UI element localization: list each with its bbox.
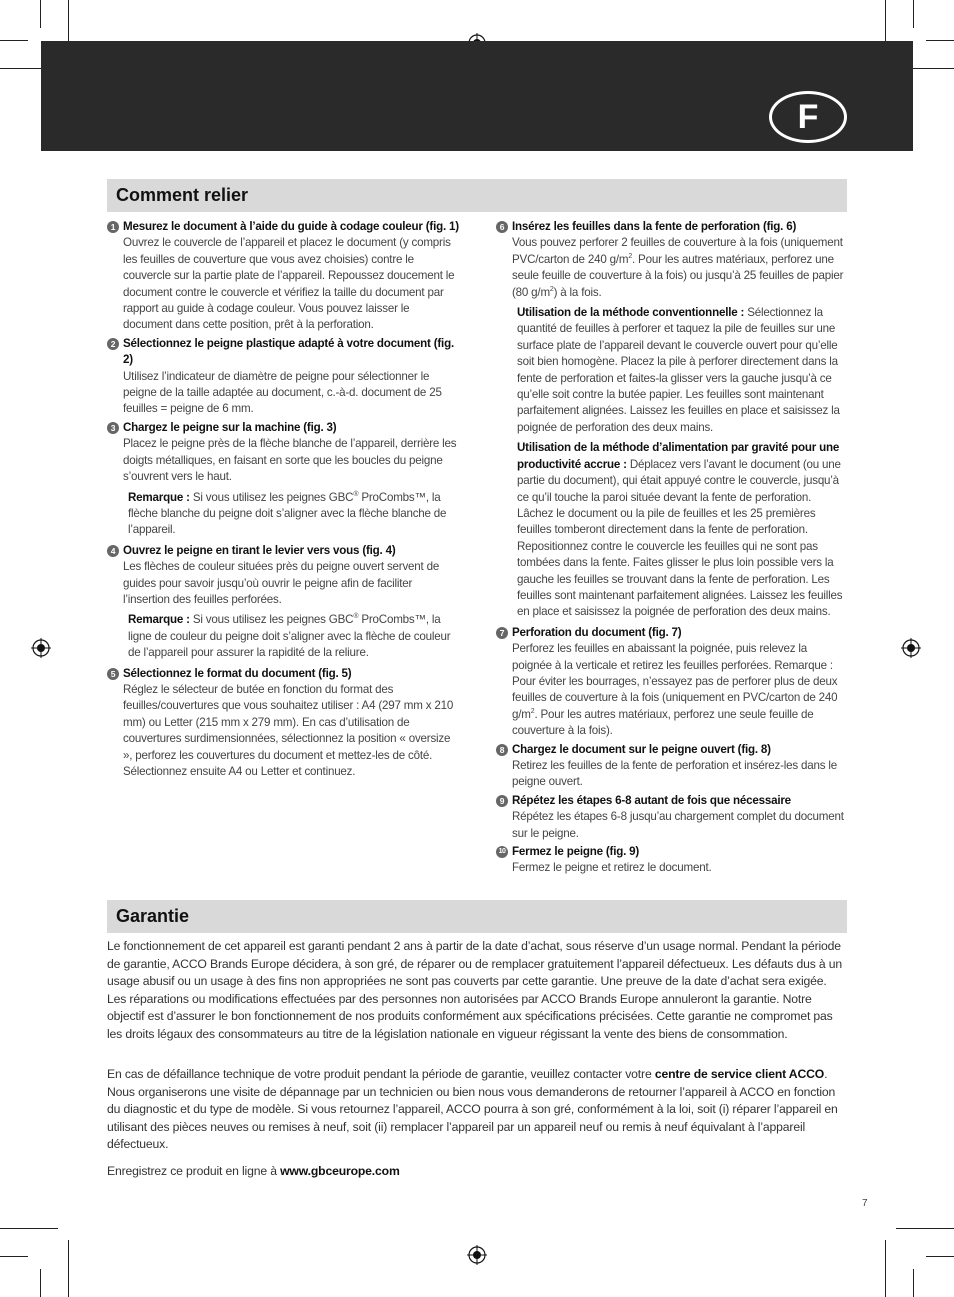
step-body: Placez le peigne près de la flèche blanche de l’appareil, derrière les doigts métalliques, en faisant en sorte que les boucles du peigne s’ouvrent vers le haut. — [123, 437, 457, 484]
step-6 — [496, 219, 848, 301]
crop-mark — [926, 40, 954, 41]
crop-mark — [40, 1269, 41, 1297]
remark-label: Remarque : — [128, 613, 190, 627]
step-number-badge: 3 — [107, 422, 119, 434]
step-number-badge: 4 — [107, 545, 119, 557]
registered-mark: ® — [353, 490, 359, 498]
crop-mark — [913, 0, 914, 28]
step-number-badge: 5 — [107, 668, 119, 680]
crop-mark — [0, 1228, 58, 1229]
step-title: Répétez les étapes 6-8 autant de fois que nécessaire — [512, 793, 791, 807]
warranty-paragraph-2 — [107, 1066, 847, 1154]
step-body — [512, 641, 848, 739]
left-column — [107, 219, 460, 782]
crop-mark — [913, 1269, 914, 1297]
language-badge: F — [769, 91, 847, 143]
step-title: Insérez les feuilles dans la fente de perforation (fig. 6) — [512, 220, 797, 233]
step-4 — [107, 543, 460, 609]
warranty-text: . Nous organiserons une visite de dépannage par un technicien ou bien nous vous demanderons de retourner l’appareil à ACCO en fonction du diagnostic et du type de modèle. Si vous retournez l’appareil, ACCO pourra à son gré, conformément à la loi, soit (i) réparer l’appareil en utilisant des pièces neuves ou remises à neuf, soit (ii) remplacer l’appareil par un appareil neuf ou remis à neuf équivalant à l’appareil défectueux. — [107, 1067, 838, 1152]
crop-mark — [40, 0, 41, 28]
step-body: Fermez le peigne et retirez le document. — [512, 861, 712, 875]
step-3 — [107, 420, 460, 486]
crop-mark — [896, 1228, 954, 1229]
step-body: Retirez les feuilles de la fente de perforation et insérez-les dans le peigne ouvert. — [512, 759, 837, 789]
method-conventional — [517, 305, 848, 436]
remark-text: Si vous utilisez les peignes GBC — [192, 490, 354, 504]
step-body: Réglez le sélecteur de butée en fonction du format des feuilles/couvertures que vous souhaitez utiliser : A4 (297 mm x 210 mm) ou Letter (215 mm x 279 mm). En cas d’utilisation de couvertures surdimensionnées, sélectionnez la position « oversize », perforez les couvertures du document et mettez-les de côté. Sélectionnez ensuite A4 ou Letter et continuez. — [123, 682, 454, 778]
step-body: Ouvrez le couvercle de l’appareil et placez le document (y compris les feuilles de couverture que vous avez choisies) contre le couvercle sur la partie plate de l’appareil. Repoussez doucement le document contre le couvercle et vérifiez la taille du document par rapport au guide à codage couleur. Vous pouvez laisser le document dans cette position, prêt à la perforation. — [123, 236, 455, 332]
method-label: Utilisation de la méthode d’alimentation par gravité pour une productivité accrue : — [517, 441, 840, 471]
crop-mark — [0, 40, 28, 41]
step-body: Les flèches de couleur situées près du peigne ouvert servent de guides pour savoir jusqu’où ouvrir le peigne afin de faciliter l’insertion des feuilles perforées. — [123, 560, 440, 606]
remark-text: Si vous utilisez les peignes GBC — [192, 613, 354, 627]
remark-text: ProCombs™, la ligne de couleur du peigne doit s’aligner avec la flèche de couleur de l’appareil pour assurer la rapidité de la reliure. — [128, 613, 451, 660]
crop-mark — [68, 1240, 69, 1297]
warranty-paragraph-1: Le fonctionnement de cet appareil est garanti pendant 2 ans à partir de la date d’achat, sous réserve d’un usage normal. Pendant la période de garantie, ACCO Brands Europe décidera, à son gré, de réparer ou de remplacer gratuitement l’appareil défectueux. Les défauts dus à un usage abusif ou un usage à des fins non appropriées ne sont pas couverts par cette garantie. Une preuve de la date d’achat sera exigée. Les réparations ou modifications effectuées par des personnes non autorisées par ACCO Brands Europe annuleront la garantie. Notre objectif est d’assurer le bon fonctionnement de nos produits conformément aux spécifications précisées. Cette garantie ne compromet pas les droits légaux des consommateurs au titre de la législation nationale en vigueur régissant la vente des biens de consommation. — [107, 939, 843, 1041]
registration-mark-icon — [467, 1245, 487, 1265]
section-heading-garantie: Garantie — [107, 900, 847, 933]
register-line — [107, 1163, 847, 1181]
step-number-badge: 10 — [496, 846, 508, 858]
step-2 — [107, 336, 460, 418]
step-number-badge: 1 — [107, 221, 119, 233]
step-1 — [107, 219, 460, 334]
right-column — [496, 219, 848, 879]
step-8 — [496, 742, 848, 791]
crop-mark — [885, 1240, 886, 1297]
step-body: Utilisez l’indicateur de diamètre de peigne pour sélectionner le peigne de la taille adaptée au document, c.-à-d. document de 25 feuilles = peigne de 6 mm. — [123, 369, 442, 416]
step-title: Chargez le peigne sur la machine (fig. 3) — [123, 420, 337, 434]
step-body-text: ) à la fois. — [553, 285, 602, 299]
superscript: 2 — [530, 707, 535, 715]
step-body-text: . Pour les autres matériaux, perforez une seule feuille de couverture à la fois) ou jusqu’à 25 feuilles de papier (80 g/m — [512, 252, 844, 299]
method-gravity — [517, 440, 848, 620]
method-text: Sélectionnez la quantité de feuilles à perforer et taquez la pile de feuilles sur une surface plate de l’appareil devant le couvercle ouvert pour qu’elle soit bien homogène. Placez la pile à perforer directement dans la fente de perforation et faites-la glisser vers la gauche jusqu’à ce qu’elle soit contre la butée papier. Les feuilles sont maintenant parfaitement alignées. Laissez les feuilles en place et saisissez la poignée de perforation des deux mains. — [517, 306, 840, 434]
step-title: Sélectionnez le format du document (fig. 5) — [123, 666, 352, 680]
step-5 — [107, 666, 460, 781]
superscript: 2 — [628, 252, 633, 260]
remark-label: Remarque : — [128, 490, 190, 504]
step-10 — [496, 844, 848, 877]
section-heading-comment-relier: Comment relier — [107, 179, 847, 212]
step-number-badge: 7 — [496, 627, 508, 639]
step-number-badge: 6 — [496, 221, 508, 233]
crop-mark — [926, 1256, 954, 1257]
crop-mark — [0, 1256, 28, 1257]
registration-mark-icon — [31, 638, 51, 658]
service-center-label: centre de service client ACCO — [654, 1067, 825, 1081]
step-9 — [496, 793, 848, 842]
page-number: 7 — [862, 1198, 868, 1209]
step-body-text: . Pour les autres matériaux, perforez une seule feuille de couverture à la fois). — [512, 707, 814, 738]
step-number-badge: 8 — [496, 744, 508, 756]
website-link[interactable]: www.gbceurope.com — [280, 1164, 400, 1178]
superscript: 2 — [549, 285, 554, 293]
step-7 — [496, 625, 848, 740]
registration-mark-icon — [901, 638, 921, 658]
step-number-badge: 9 — [496, 795, 508, 807]
step-title: Mesurez le document à l’aide du guide à codage couleur (fig. 1) — [123, 220, 459, 233]
step-title: Chargez le document sur le peigne ouvert (fig. 8) — [512, 742, 771, 756]
register-text: Enregistrez ce produit en ligne à — [107, 1164, 281, 1178]
remark-note — [128, 612, 460, 661]
step-number-badge: 2 — [107, 338, 119, 350]
registered-mark: ® — [353, 613, 359, 621]
step-title: Sélectionnez le peigne plastique adapté à votre document (fig. 2) — [123, 336, 454, 367]
step-body-text: Vous pouvez perforer 2 feuilles de couverture à la fois (uniquement PVC/carton de 240 g/m — [512, 236, 843, 266]
step-title: Fermez le peigne (fig. 9) — [512, 845, 640, 859]
remark-note — [128, 490, 460, 539]
step-body: Répétez les étapes 6-8 jusqu’au chargement complet du document sur le peigne. — [512, 810, 844, 840]
method-text: Déplacez vers l’avant le document (ou une partie du document), qui était appuyé contre le couvercle, jusqu’à ce qu’il touche la paroi située devant la fente de perforation. Lâchez le document ou la pile de feuilles et les 25 premières feuilles tomberont directement dans la fente de perforation. Repositionnez contre le couvercle les feuilles qui ne sont pas tombées dans la fente. Faites glisser le plus loin possible vers la gauche les feuilles se trouvant dans la fente de perforation. Les feuilles sont maintenant parfaitement alignées. Laissez les feuilles en place et saisissez la poignée de perforation des deux mains. — [517, 457, 843, 619]
step-body-text: Perforez les feuilles en abaissant la poignée, puis relevez la poignée à la verticale et retirez les feuilles perforées. Remarque : Pour éviter les bourrages, n’essayez pas de perforer plus de deux feuilles de couverture à la fois (uniquement en PVC/carton de 240 g/m — [512, 642, 838, 721]
step-body — [512, 235, 848, 301]
step-title: Perforation du document (fig. 7) — [512, 625, 682, 639]
warranty-text: En cas de défaillance technique de votre produit pendant la période de garantie, veuillez contacter votre — [107, 1067, 655, 1081]
step-title: Ouvrez le peigne en tirant le levier vers vous (fig. 4) — [123, 543, 396, 557]
remark-text: ProCombs™, la flèche blanche du peigne doit s’aligner avec la flèche blanche de l’appareil. — [128, 490, 447, 537]
method-label: Utilisation de la méthode conventionnelle : — [517, 306, 745, 320]
